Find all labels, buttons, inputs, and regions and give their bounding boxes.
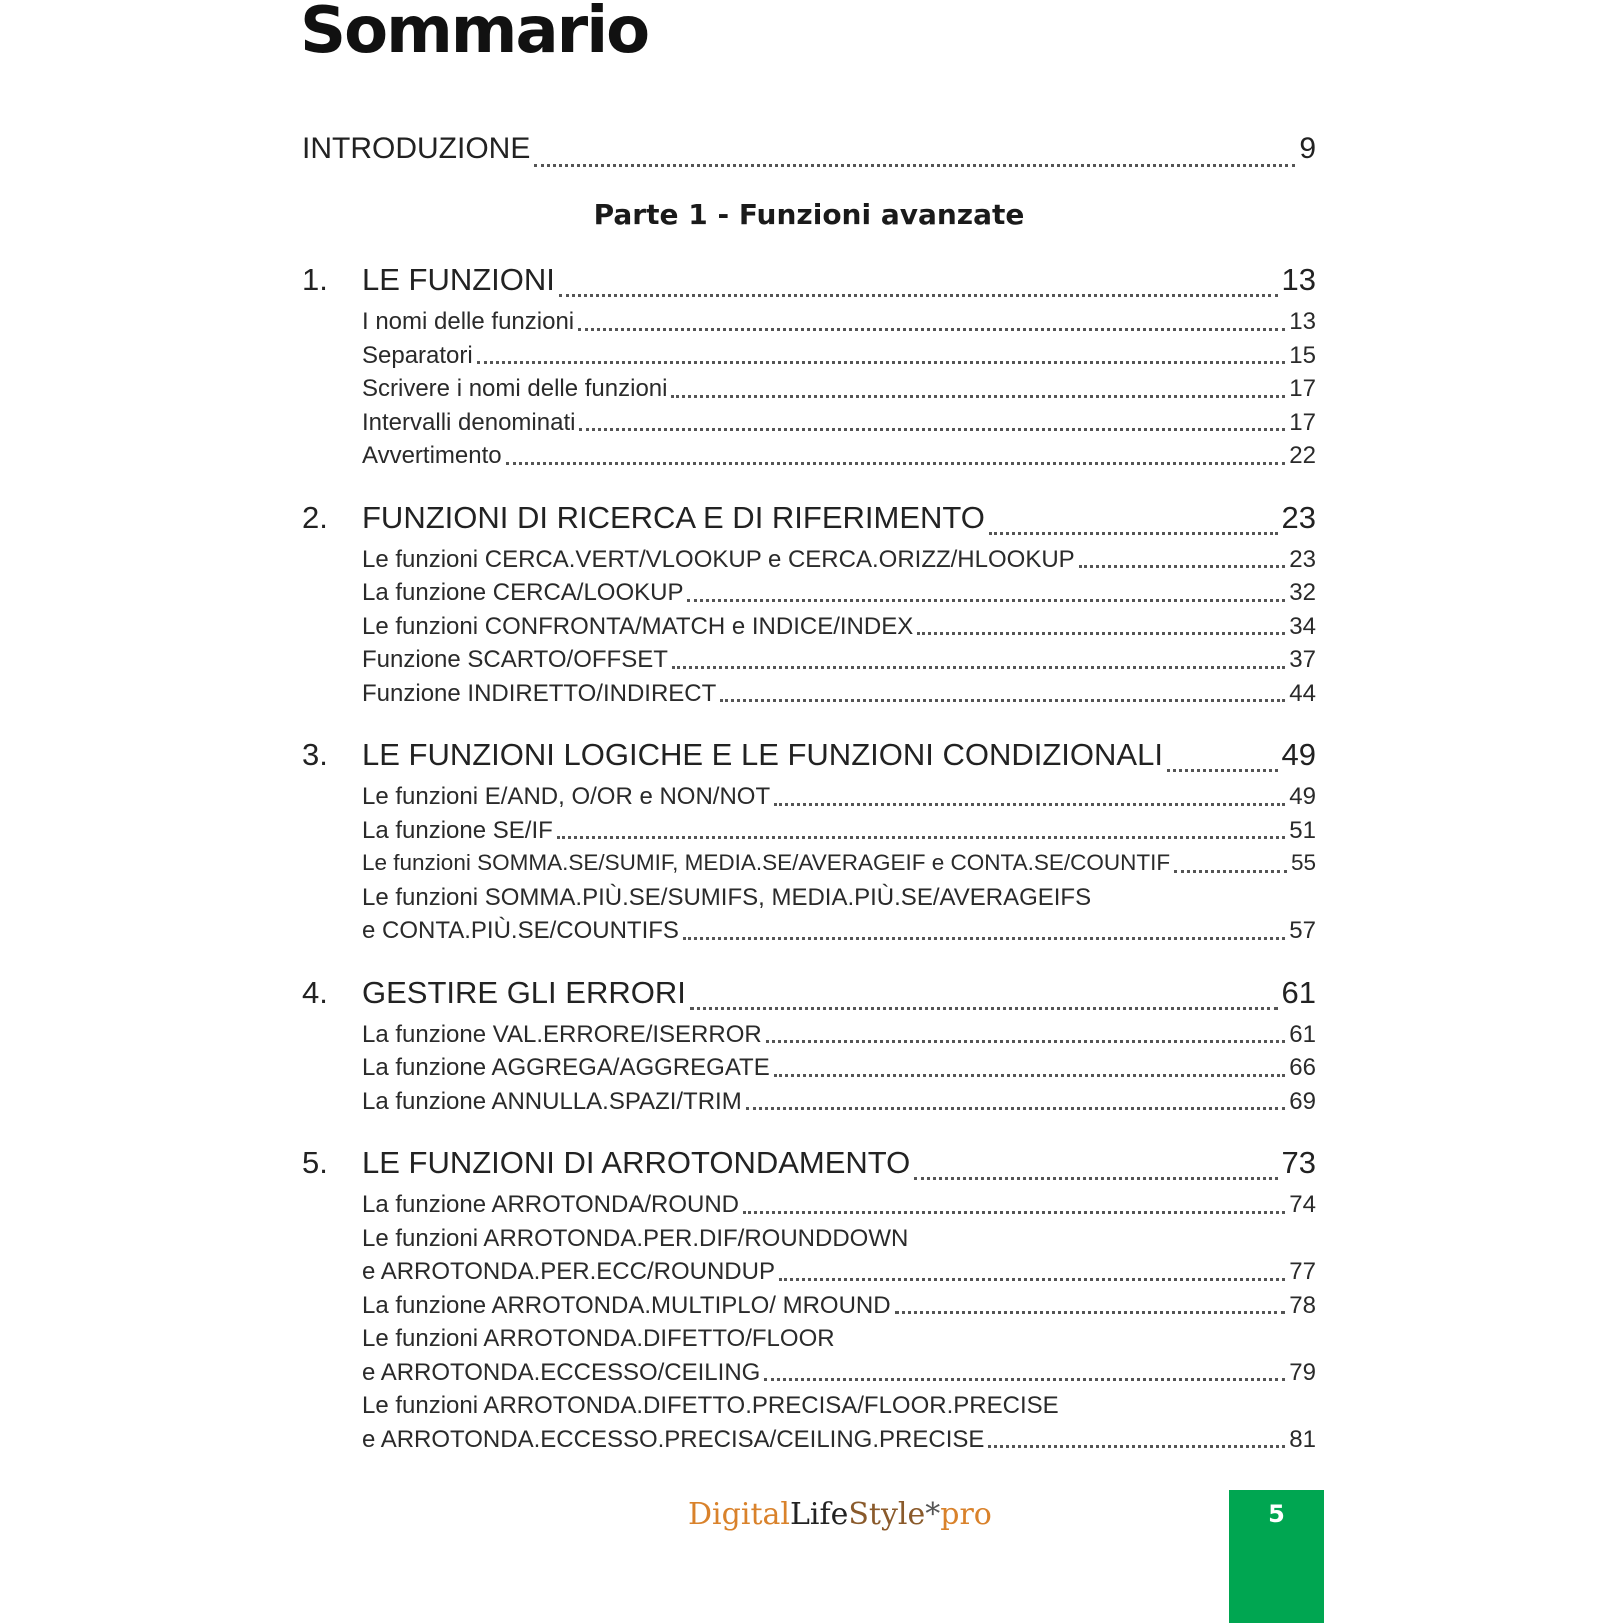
entry-title: La funzione ANNULLA.SPAZI/TRIM [362, 1087, 742, 1115]
entry-page: 13 [1289, 308, 1316, 335]
publisher-logo [688, 1497, 992, 1532]
toc-chapter-row[interactable] [302, 262, 1316, 308]
toc-intro-page: 9 [1299, 132, 1316, 165]
chapter-title: LE FUNZIONI DI ARROTONDAMENTO [362, 1145, 911, 1180]
chapter-page: 73 [1281, 1145, 1316, 1180]
dot-leader [779, 1278, 1285, 1281]
toc-entry[interactable] [302, 579, 1316, 613]
dot-leader [1079, 565, 1286, 568]
dot-leader [683, 937, 1285, 940]
chapter-number: 5. [302, 1145, 328, 1180]
entry-title: Le funzioni E/AND, O/OR e NON/NOT [362, 783, 771, 810]
toc-entry[interactable] [302, 1426, 1316, 1460]
entry-title: e ARROTONDA.ECCESSO/CEILING [362, 1358, 761, 1386]
toc-entry[interactable] [302, 613, 1316, 647]
entry-page: 61 [1289, 1020, 1316, 1048]
toc-entry[interactable] [302, 680, 1316, 714]
entry-page: 55 [1290, 850, 1316, 875]
dot-leader [895, 1311, 1286, 1314]
chapter-page: 61 [1281, 974, 1316, 1010]
toc-chapter-row[interactable] [302, 975, 1316, 1021]
entry-page: 69 [1289, 1087, 1316, 1115]
toc-entry[interactable] [302, 342, 1316, 376]
entry-title: Le funzioni CERCA.VERT/VLOOKUP e CERCA.ORIZZ/HLOOKUP [362, 545, 1075, 573]
dot-leader [764, 1378, 1285, 1381]
entry-title: e ARROTONDA.PER.ECC/ROUNDUP [362, 1258, 775, 1285]
entry-title: Separatori [362, 341, 473, 369]
toc-entry[interactable] [302, 442, 1316, 476]
toc-entry[interactable] [302, 375, 1316, 409]
toc-chapter [302, 737, 1316, 951]
dot-leader [690, 1007, 1278, 1010]
toc-entry[interactable] [302, 1258, 1316, 1292]
entry-page: 17 [1289, 375, 1316, 402]
chapter-number: 3. [302, 737, 328, 772]
entry-page: 32 [1289, 579, 1316, 606]
toc-entry[interactable] [302, 1191, 1316, 1225]
part-heading: Parte 1 - Funzioni avanzate [593, 198, 1025, 231]
entry-title: La funzione VAL.ERRORE/ISERROR [362, 1020, 762, 1048]
chapter-page: 23 [1281, 499, 1316, 535]
entry-page: 22 [1289, 442, 1316, 469]
toc-entry[interactable] [302, 1054, 1316, 1088]
dot-leader [557, 836, 1286, 839]
entry-title: e ARROTONDA.ECCESSO.PRECISA/CEILING.PRECISE [362, 1425, 985, 1453]
toc-entry[interactable] [302, 917, 1316, 951]
dot-leader [1174, 870, 1287, 873]
dot-leader [743, 1211, 1285, 1214]
brand-pro: pro [940, 1497, 992, 1532]
toc-entry[interactable] [302, 783, 1316, 817]
entry-title: e CONTA.PIÙ.SE/COUNTIFS [362, 917, 679, 944]
chapter-number: 2. [302, 499, 328, 535]
entry-page: 66 [1289, 1054, 1316, 1081]
entry-title: Avvertimento [362, 442, 502, 469]
toc-entry[interactable] [302, 1292, 1316, 1326]
chapter-title: LE FUNZIONI [362, 262, 555, 297]
toc-chapter [302, 975, 1316, 1122]
table-of-contents [302, 262, 1316, 1483]
entry-page: 34 [1289, 612, 1316, 640]
dot-leader [671, 395, 1285, 398]
chapter-number: 1. [302, 262, 328, 297]
entry-title: Le funzioni CONFRONTA/MATCH e INDICE/INDEX [362, 612, 914, 640]
brand-style: Style [848, 1497, 926, 1532]
entry-title: I nomi delle funzioni [362, 308, 575, 335]
brand-digital: Digital [688, 1497, 790, 1532]
dot-leader [989, 532, 1278, 535]
dot-leader [774, 1074, 1286, 1077]
toc-chapter-row[interactable] [302, 737, 1316, 783]
entry-page: 23 [1289, 545, 1316, 573]
page-title: Sommario [300, 0, 649, 68]
toc-chapter [302, 1145, 1316, 1459]
page-number-tab [1229, 1490, 1324, 1623]
toc-entry-first-line[interactable] [302, 1392, 1316, 1426]
toc-chapter-row[interactable] [302, 500, 1316, 546]
dot-leader [559, 294, 1278, 297]
entry-title: Le funzioni SOMMA.SE/SUMIF, MEDIA.SE/AVERAGEIF e CONTA.SE/COUNTIF [362, 850, 1171, 875]
toc-entry[interactable] [302, 308, 1316, 342]
entry-title: La funzione ARROTONDA.MULTIPLO/ MROUND [362, 1291, 891, 1319]
chapter-title: FUNZIONI DI RICERCA E DI RIFERIMENTO [362, 499, 985, 535]
dot-leader [914, 1177, 1277, 1180]
entry-title: La funzione CERCA/LOOKUP [362, 579, 684, 606]
brand-star: * [925, 1497, 941, 1532]
chapter-title: LE FUNZIONI LOGICHE E LE FUNZIONI CONDIZIONALI [362, 737, 1163, 772]
entry-title: Intervalli denominati [362, 408, 576, 436]
dot-leader [534, 164, 1295, 167]
entry-page: 51 [1289, 816, 1316, 844]
toc-chapter-row[interactable] [302, 1145, 1316, 1191]
toc-entry[interactable] [302, 1088, 1316, 1122]
dot-leader [720, 699, 1285, 702]
toc-chapter [302, 262, 1316, 476]
dot-leader [1167, 769, 1278, 772]
entry-page: 44 [1289, 679, 1316, 707]
entry-page: 15 [1289, 341, 1316, 369]
entry-title: La funzione AGGREGA/AGGREGATE [362, 1054, 770, 1081]
entry-page: 79 [1289, 1358, 1316, 1386]
chapter-title: GESTIRE GLI ERRORI [362, 974, 686, 1010]
chapter-number: 4. [302, 974, 328, 1010]
toc-intro-row[interactable] [302, 132, 1316, 178]
toc-entry[interactable] [302, 646, 1316, 680]
entry-title: La funzione SE/IF [362, 816, 553, 844]
chapter-page: 13 [1281, 262, 1316, 297]
dot-leader [672, 666, 1285, 669]
dot-leader [506, 462, 1286, 465]
toc-entry[interactable] [302, 850, 1316, 884]
entry-page: 49 [1289, 783, 1316, 810]
entry-page: 81 [1289, 1425, 1316, 1453]
entry-title-line1: Le funzioni ARROTONDA.DIFETTO/FLOOR [362, 1325, 835, 1352]
entry-page: 17 [1289, 408, 1316, 436]
entry-title-line1: Le funzioni ARROTONDA.PER.DIF/ROUNDDOWN [362, 1224, 909, 1252]
dot-leader [766, 1040, 1286, 1043]
toc-entry[interactable] [302, 546, 1316, 580]
dot-leader [579, 428, 1285, 431]
toc-entry-first-line[interactable] [302, 1225, 1316, 1259]
toc-intro-label: INTRODUZIONE [302, 132, 531, 165]
dot-leader [917, 632, 1285, 635]
entry-title: La funzione ARROTONDA/ROUND [362, 1191, 740, 1218]
chapter-page: 49 [1281, 737, 1316, 772]
dot-leader [578, 328, 1285, 331]
toc-entry[interactable] [302, 817, 1316, 851]
entry-title: Scrivere i nomi delle funzioni [362, 375, 668, 402]
dot-leader [477, 361, 1286, 364]
toc-entry-first-line[interactable] [302, 1325, 1316, 1359]
entry-title-line1: Le funzioni SOMMA.PIÙ.SE/SUMIFS, MEDIA.PIÙ.SE/AVERAGEIFS [362, 883, 1092, 911]
entry-title: Funzione SCARTO/OFFSET [362, 646, 668, 673]
dot-leader [774, 803, 1285, 806]
toc-entry[interactable] [302, 1021, 1316, 1055]
toc-chapter [302, 500, 1316, 714]
dot-leader [988, 1445, 1285, 1448]
entry-page: 37 [1289, 646, 1316, 673]
entry-page: 74 [1289, 1191, 1316, 1218]
dot-leader [687, 599, 1285, 602]
entry-page: 78 [1289, 1291, 1316, 1319]
entry-title: Funzione INDIRETTO/INDIRECT [362, 679, 717, 707]
page-number: 5 [1268, 1500, 1285, 1528]
dot-leader [746, 1107, 1286, 1110]
entry-page: 77 [1289, 1258, 1316, 1285]
entry-page: 57 [1289, 917, 1316, 944]
toc-entry[interactable] [302, 1359, 1316, 1393]
entry-title-line1: Le funzioni ARROTONDA.DIFETTO.PRECISA/FLOOR.PRECISE [362, 1392, 1059, 1419]
toc-entry-first-line[interactable] [302, 884, 1316, 918]
brand-life: Life [789, 1497, 849, 1532]
toc-entry[interactable] [302, 409, 1316, 443]
